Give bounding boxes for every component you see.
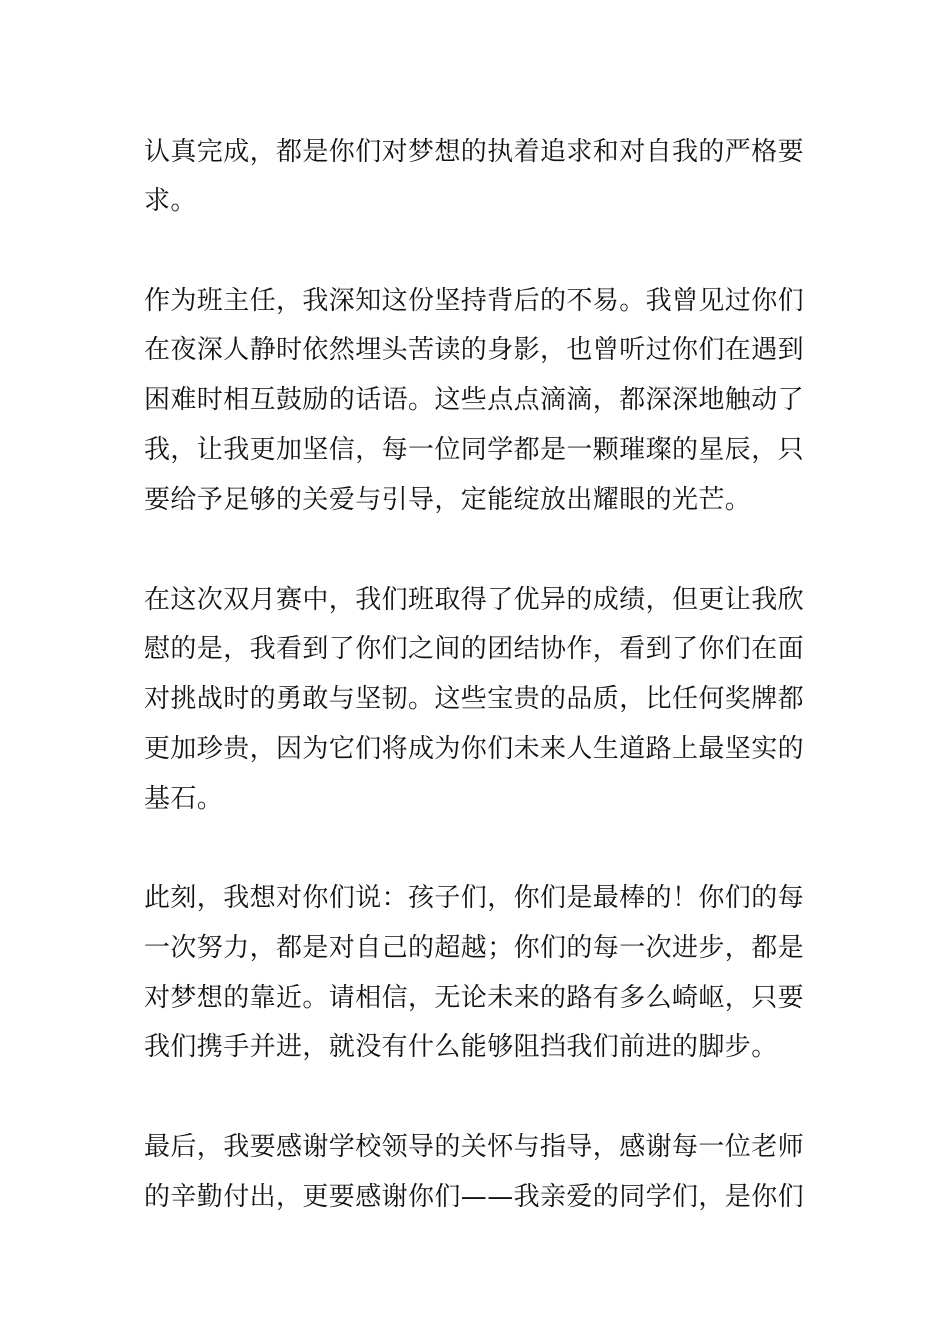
text-line: 慰的是，我看到了你们之间的团结协作，看到了你们在面 — [144, 634, 805, 664]
text-line: 对梦想的靠近。请相信，无论未来的路有多么崎岖，只要 — [144, 983, 805, 1013]
text-line: 在夜深人静时依然埋头苦读的身影，也曾听过你们在遇到 — [144, 335, 805, 365]
text-line: 更加珍贵，因为它们将成为你们未来人生道路上最坚实的 — [144, 734, 805, 764]
text-line: 困难时相互鼓励的话语。这些点点滴滴，都深深地触动了 — [144, 385, 805, 415]
text-line: 在这次双月赛中，我们班取得了优异的成绩，但更让我欣 — [144, 585, 805, 615]
text-line: 基石。 — [144, 784, 224, 814]
text-line: 作为班主任，我深知这份坚持背后的不易。我曾见过你们 — [144, 286, 805, 316]
text-line: 认真完成，都是你们对梦想的执着追求和对自我的严格要 — [144, 137, 805, 167]
text-line: 的辛勤付出，更要感谢你们——我亲爱的同学们，是你们 — [144, 1182, 805, 1212]
text-line: 要给予足够的关爱与引导，定能绽放出耀眼的光芒。 — [144, 485, 752, 515]
text-line: 此刻，我想对你们说：孩子们，你们是最棒的！你们的每 — [144, 883, 805, 913]
text-line: 我们携手并进，就没有什么能够阻挡我们前进的脚步。 — [144, 1032, 778, 1062]
text-line: 一次努力，都是对自己的超越；你们的每一次进步，都是 — [144, 933, 805, 963]
text-line: 求。 — [144, 186, 197, 216]
text-line: 对挑战时的勇敢与坚韧。这些宝贵的品质，比任何奖牌都 — [144, 684, 805, 714]
text-line: 最后，我要感谢学校领导的关怀与指导，感谢每一位老师 — [144, 1132, 805, 1162]
text-line: 我，让我更加坚信，每一位同学都是一颗璀璨的星辰，只 — [144, 435, 805, 465]
